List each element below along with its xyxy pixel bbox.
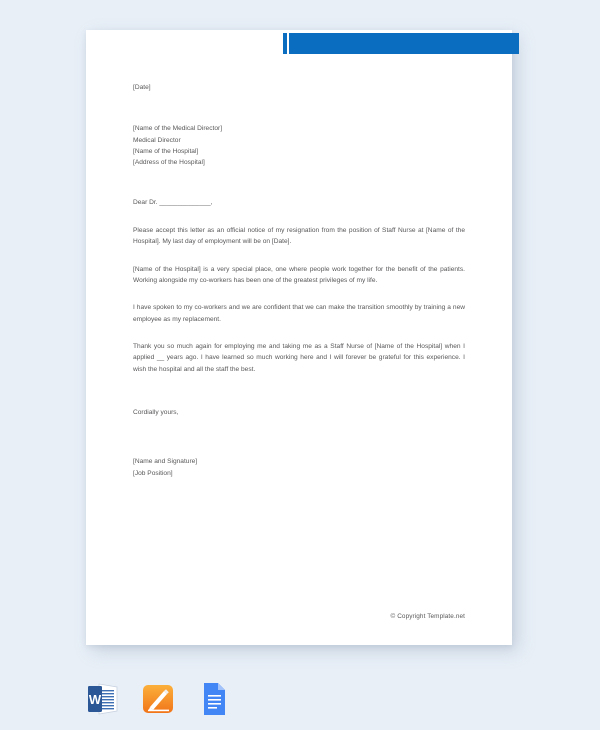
apple-pages-icon[interactable] — [141, 680, 175, 718]
microsoft-word-icon[interactable] — [86, 680, 120, 718]
document-page[interactable] — [86, 30, 512, 645]
body-paragraph-1: Please accept this letter as an official notice of my resignation from the position of Staff Nurse at [Name of the Hospital]. My last day of employment will be on [Date]. — [133, 226, 465, 246]
recipient-address-block — [133, 123, 465, 168]
body-paragraph-2: [Name of the Hospital] is a very special place, one where people work together for the benefit of the patients. Working alongside my co-workers has been one of the greatest privileges of my life. — [133, 265, 465, 284]
signature-line-2: [Job Position] — [133, 469, 173, 477]
signature-line-1: [Name and Signature] — [133, 458, 198, 466]
body-paragraph-3: I have spoken to my co-workers and we are confident that we can make the transition smoothly by training a new employee as my replacement. — [133, 304, 465, 323]
recipient-line-4: [Address of the Hospital] — [133, 159, 205, 167]
header-accent-tick — [283, 33, 287, 54]
salutation-line: Dear Dr. ______________, — [133, 198, 213, 206]
signature-block — [133, 456, 465, 479]
header-accent-bar — [289, 33, 519, 54]
letter-body — [133, 82, 465, 479]
recipient-line-1: [Name of the Medical Director] — [133, 125, 223, 133]
page-header-band — [86, 30, 519, 58]
body-paragraph-4: Thank you so much again for employing me and taking me as a Staff Nurse of [Name of the Hospital] when I applied __ years ago. I have learned so much working here and I will forever be grateful for this experience. I wish the hospital and all the staff the best. — [133, 342, 465, 373]
svg-text:W: W — [88, 692, 102, 707]
recipient-line-2: Medical Director — [133, 136, 181, 144]
date-field: [Date] — [133, 84, 151, 91]
copyright-notice: © Copyright Template.net — [390, 613, 465, 620]
recipient-line-3: [Name of the Hospital] — [133, 147, 199, 155]
file-format-list — [86, 678, 236, 720]
closing-line: Cordially yours, — [133, 408, 179, 416]
google-docs-icon[interactable] — [196, 680, 230, 718]
